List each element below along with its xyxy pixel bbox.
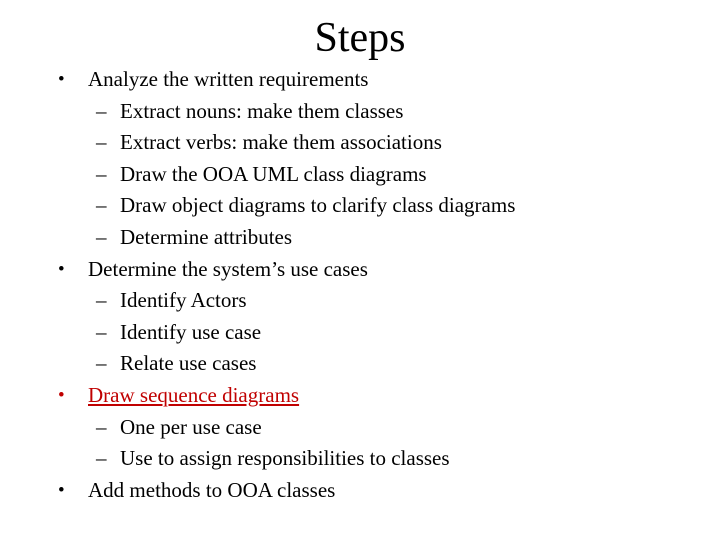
sub-bullet-item: [56, 190, 706, 222]
sub-bullet-text: Relate use cases: [120, 351, 257, 376]
bullet-icon: •: [58, 479, 65, 501]
sub-bullet-text: Extract verbs: make them associations: [120, 130, 442, 155]
sub-bullet-item: [56, 443, 706, 475]
dash-icon: –: [96, 161, 107, 186]
dash-icon: –: [96, 224, 107, 249]
sub-bullet-text: Determine attributes: [120, 224, 293, 249]
bullet-item-link: [56, 380, 706, 412]
bullet-icon: •: [58, 384, 65, 406]
bullet-item: [56, 64, 706, 96]
sub-bullet-text: Extract nouns: make them classes: [120, 98, 404, 123]
bullet-item: [56, 254, 706, 286]
bullet-text: Add methods to OOA classes: [88, 477, 336, 502]
sequence-diagrams-link[interactable]: Draw sequence diagrams: [88, 382, 300, 407]
dash-icon: –: [96, 193, 107, 218]
sub-bullet-item: [56, 317, 706, 349]
sub-bullet-text: Draw object diagrams to clarify class diagrams: [120, 193, 516, 218]
sub-bullet-text: One per use case: [120, 414, 262, 439]
sub-bullet-item: [56, 96, 706, 128]
sub-bullet-item: [56, 348, 706, 380]
sub-bullet-item: [56, 412, 706, 444]
dash-icon: –: [96, 414, 107, 439]
sub-bullet-item: [56, 127, 706, 159]
bullet-list: [56, 64, 706, 506]
sub-bullet-text: Use to assign responsibilities to classes: [120, 446, 450, 471]
sub-bullet-item: [56, 285, 706, 317]
bullet-item: [56, 475, 706, 507]
bullet-icon: •: [58, 258, 65, 280]
bullet-text: Analyze the written requirements: [88, 67, 369, 91]
sub-bullet-text: Identify Actors: [120, 288, 247, 313]
slide-title: Steps: [314, 15, 406, 61]
bullet-icon: •: [58, 69, 65, 90]
dash-icon: –: [96, 130, 107, 155]
dash-icon: –: [96, 351, 107, 376]
dash-icon: –: [96, 319, 107, 344]
sub-bullet-item: [56, 222, 706, 254]
dash-icon: –: [96, 288, 107, 313]
dash-icon: –: [96, 98, 107, 123]
dash-icon: –: [96, 446, 107, 471]
sub-bullet-text: Identify use case: [120, 319, 262, 344]
sub-bullet-item: [56, 159, 706, 191]
sub-bullet-text: Draw the OOA UML class diagrams: [120, 161, 427, 186]
bullet-text: Determine the system’s use cases: [88, 256, 368, 281]
